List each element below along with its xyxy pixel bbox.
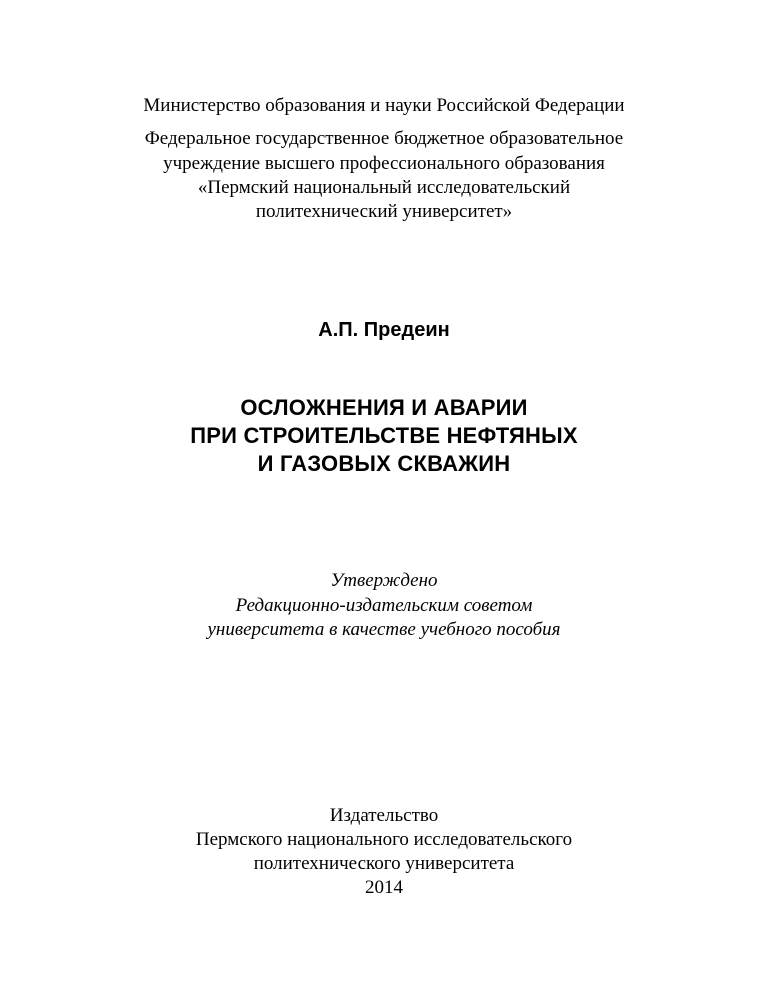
institution-line-4: политехнический университет»	[255, 201, 513, 222]
publisher-line-2: Пермского национального исследовательского	[195, 829, 573, 850]
institution-line-1: Федеральное государственное бюджетное образовательное	[144, 128, 624, 149]
publisher-line-3: политехнического университета	[253, 853, 515, 874]
title-line-2: ПРИ СТРОИТЕЛЬСТВЕ НЕФТЯНЫХ	[190, 423, 578, 448]
title-line-3: И ГАЗОВЫХ СКВАЖИН	[257, 451, 511, 476]
publisher-line-1: Издательство	[329, 805, 439, 826]
approval-line-2: Редакционно-издательским советом	[235, 595, 533, 616]
approval-line-1: Утверждено	[330, 570, 438, 591]
ministry-line: Министерство образования и науки Российской Федерации	[143, 95, 625, 116]
author-name: А.П. Предеин	[318, 319, 450, 341]
approval-line-3: университета в качестве учебного пособия	[207, 619, 561, 640]
institution-line-2: учреждение высшего профессионального образования	[163, 153, 605, 174]
institution-line-3: «Пермский национальный исследовательский	[197, 177, 571, 198]
publication-year: 2014	[365, 877, 403, 898]
title-line-1: ОСЛОЖНЕНИЯ И АВАРИИ	[240, 395, 528, 420]
